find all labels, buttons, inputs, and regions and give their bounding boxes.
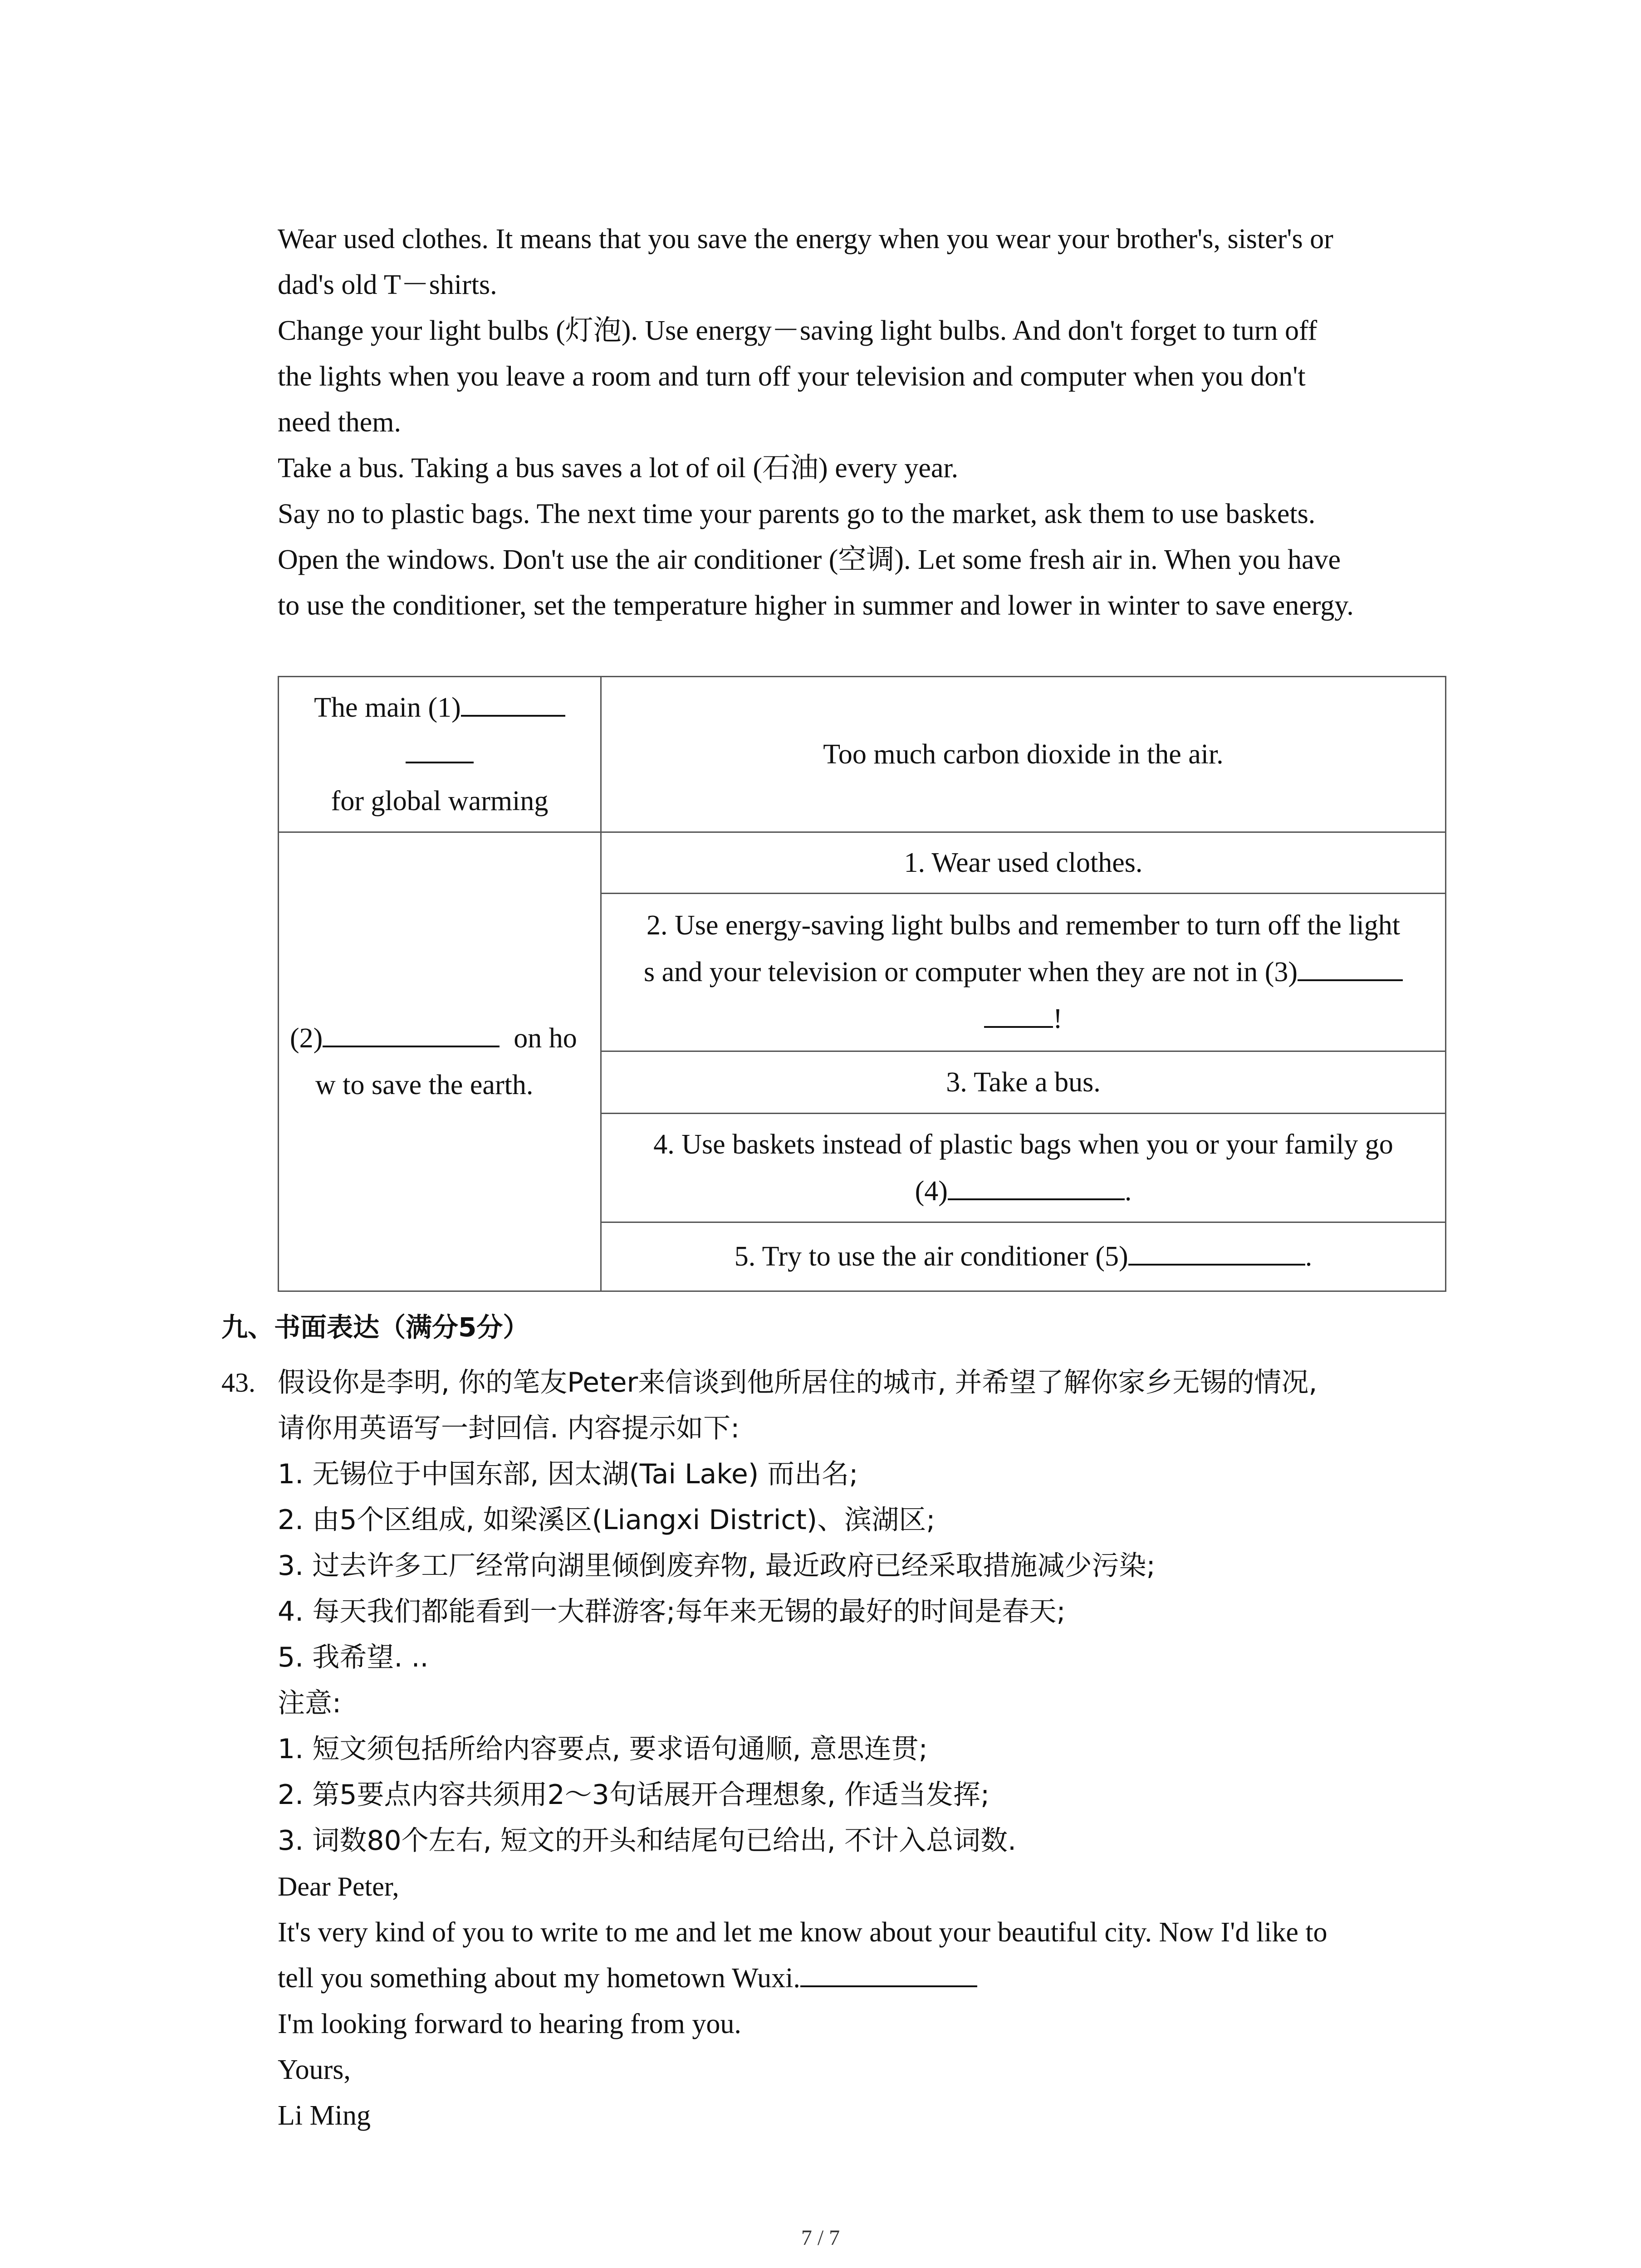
answer-blank-2[interactable] — [323, 1017, 500, 1047]
passage-line: Say no to plastic bags. The next time your parents go to the market, ask them to use baskets. — [278, 499, 1316, 529]
letter-greeting: Dear Peter, — [278, 1872, 399, 1901]
summary-table — [278, 676, 1446, 1292]
passage-line: Change your light bulbs (灯泡). Use energy－saving light bulbs. And don't forget to turn off — [278, 315, 1318, 346]
letter-closing: I'm looking forward to hearing from you. — [278, 2009, 741, 2039]
cell-text: s and your television or computer when they are not in (3) — [643, 957, 1298, 987]
cell-text: . — [1305, 1241, 1313, 1272]
prompt-text: 请你用英语写一封回信. 内容提示如下: — [278, 1413, 740, 1444]
cell-text: The main (1) — [314, 692, 461, 723]
cell-text: 2. Use energy-saving light bulbs and remember to turn off the light — [646, 910, 1401, 941]
passage-line: need them. — [278, 407, 402, 438]
hint-item: 3. 过去许多工厂经常向湖里倾倒废弃物, 最近政府已经采取措施减少污染; — [278, 1550, 1156, 1582]
prompt-text: 假设你是李明, 你的笔友Peter来信谈到他所居住的城市, 并希望了解你家乡无锡的情况, — [278, 1367, 1318, 1398]
letter-body: tell you something about my hometown Wuxi. — [278, 1963, 800, 1994]
table-cell-item-3: 3. Take a bus. — [601, 1051, 1446, 1114]
cell-text: (4) — [915, 1175, 948, 1207]
hint-item: 4. 每天我们都能看到一大群游客;每年来无锡的最好的时间是春天; — [278, 1596, 1066, 1628]
cell-text: ! — [1053, 1003, 1063, 1034]
reading-passage — [278, 216, 1448, 629]
letter-signature: Li Ming — [278, 2100, 371, 2131]
letter-body: It's very kind of you to write to me and let me know about your beautiful city. Now I'd like to — [278, 1917, 1327, 1948]
hint-item: 2. 由5个区组成, 如梁溪区(Liangxi District)、滨湖区; — [278, 1504, 936, 1536]
passage-line: to use the conditioner, set the temperature higher in summer and lower in winter to save energy. — [278, 590, 1354, 621]
cell-text: w to save the earth. — [315, 1069, 534, 1100]
note-title: 注意: — [278, 1687, 342, 1719]
cell-text: 5. Try to use the air conditioner (5) — [734, 1241, 1128, 1272]
cell-text: for global warming — [331, 785, 549, 816]
cell-text: 4. Use baskets instead of plastic bags when you or your family go — [653, 1129, 1393, 1160]
note-item: 1. 短文须包括所给内容要点, 要求语句通顺, 意思连贯; — [278, 1733, 928, 1765]
passage-line: the lights when you leave a room and turn off your television and computer when you don't — [278, 361, 1306, 392]
answer-blank-1b[interactable] — [406, 733, 474, 763]
table-cell-item-4 — [601, 1114, 1446, 1222]
answer-blank-4[interactable] — [948, 1170, 1125, 1200]
passage-line: Take a bus. Taking a bus saves a lot of oil (石油) every year. — [278, 453, 959, 484]
writing-answer-blank[interactable] — [800, 1957, 977, 1987]
table-cell-item-5 — [601, 1222, 1446, 1291]
hint-item: 1. 无锡位于中国东部, 因太湖(Tai Lake) 而出名; — [278, 1458, 858, 1490]
answer-blank-3b[interactable] — [984, 998, 1053, 1028]
table-cell-ideas — [279, 832, 601, 1291]
section-title: 九、书面表达（满分5分） — [221, 1312, 529, 1343]
cell-text: (2) — [290, 1022, 323, 1054]
cell-text: . — [1124, 1175, 1132, 1207]
note-item: 3. 词数80个左右, 短文的开头和结尾句已给出, 不计入总词数. — [278, 1825, 1017, 1857]
note-item: 2. 第5要点内容共须用2～3句话展开合理想象, 作适当发挥; — [278, 1779, 990, 1811]
question-number: 43. — [221, 1368, 255, 1398]
letter-closing: Yours, — [278, 2054, 351, 2085]
passage-line: Wear used clothes. It means that you save the energy when you wear your brother's, sister's or — [278, 224, 1333, 254]
passage-line: Open the windows. Don't use the air conditioner (空调). Let some fresh air in. When you have — [278, 544, 1341, 575]
answer-blank-5[interactable] — [1128, 1236, 1305, 1266]
answer-blank-1a[interactable] — [461, 687, 565, 717]
hint-item: 5. 我希望. .. — [278, 1642, 429, 1673]
cell-text: on ho — [514, 1022, 577, 1054]
answer-blank-3a[interactable] — [1298, 951, 1403, 981]
table-cell-item-1: 1. Wear used clothes. — [601, 832, 1446, 894]
question-43 — [221, 1360, 1446, 2139]
passage-line: dad's old T－shirts. — [278, 269, 497, 300]
table-cell-item-2 — [601, 894, 1446, 1051]
table-cell-cause: Too much carbon dioxide in the air. — [601, 677, 1446, 832]
table-cell-reason — [279, 677, 601, 832]
page-number: 7 / 7 — [801, 2226, 840, 2250]
